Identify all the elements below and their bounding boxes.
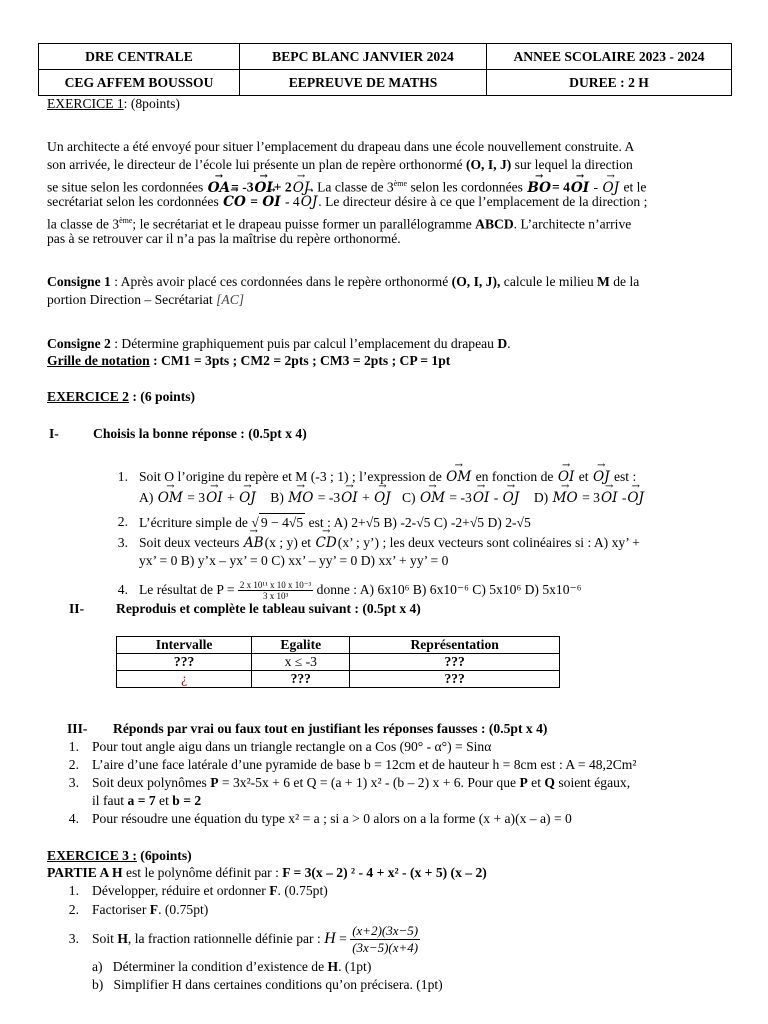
- consigne-1: Consigne 1 : Après avoir placé ces cordonnées dans le repère orthonormé (O, I, J), calcule le milieu M de la: [47, 274, 640, 289]
- grille-notation: Grille de notation : CM1 = 3pts ; CM2 = 2pts ; CM3 = 2pts ; CP = 1pt: [47, 353, 451, 368]
- header-subject: EEPREUVE DE MATHS: [240, 70, 487, 96]
- header-duration: DUREE : 2 H: [487, 70, 732, 96]
- ex1-line-1: Un architecte a été envoyé pour situer l’emplacement du drapeau dans une école nouvellement construite. A: [47, 139, 635, 154]
- table-row: ¿ ??? ???: [117, 671, 560, 688]
- fraction-h: $\frac{(x+2)(3x-5)}{(3x-5)(x+4)}$: [352, 923, 419, 956]
- vf-2: L’aire d’une face latérale d’une pyramide de base b = 12cm et de hauteur h = 8cm est : A = 48,2Cm²: [92, 757, 637, 772]
- ex2-section-1-num: I-: [49, 426, 59, 441]
- col-intervalle: Intervalle: [117, 637, 252, 654]
- ex3-item-1: Développer, réduire et ordonner F. (0.75pt): [92, 883, 328, 898]
- ex1-title: EXERCICE 1: [47, 96, 124, 111]
- ex2-section-3-num: III-: [67, 721, 88, 736]
- vf-3-cont: il faut a = 7 et b = 2: [92, 793, 202, 808]
- ex3-item-3a: a) Déterminer la condition d’existence de H. (1pt): [92, 959, 372, 974]
- col-representation: Représentation: [350, 637, 560, 654]
- ex2-section-1: Choisis la bonne réponse : (0.5pt x 4): [93, 426, 307, 441]
- ex1-line-2: son arrivée, le directeur de l’école lui présente un plan de repère orthonormé (O, I, J) sur lequel la direction: [47, 157, 633, 172]
- qcm-1: Soit O l’origine du repère et M (-3 ; 1) ; l’expression de → OM en fonction de → OI et → OJ est :: [139, 468, 636, 486]
- ex2-section-3: Réponds par vrai ou faux tout en justifiant les réponses fausses : (0.5pt x 4): [113, 721, 548, 736]
- ex1-line-3: se situe selon les cordonnées → OA= -3→ OI+ 2→ OJ. La classe de 3ème selon les cordonnées → BO= 4→ OI - → OJ et le: [47, 175, 646, 197]
- ex3-item-3: Soit H, la fraction rationnelle définie par : H = $\frac{(x+2)(3x-5)}{(3x-5)(x+4)}$: [92, 923, 419, 956]
- exam-page: DRE CENTRALE BEPC BLANC JANVIER 2024 ANNEE SCOLAIRE 2023 - 2024 CEG AFFEM BOUSSOU EEPREUVE DE MATHS DUREE : 2 H EXERCICE 1: (8points) Un architecte a été envoyé pour situer l’emplacement du drapeau dans une école nouvellement construite. A son arrivée, le directeur de l’école lui présente un plan de repère orthonormé (O, I, J) sur lequel la direction se situe selon les cordonnées → OA= -3→ OI+ 2→ OJ. La classe de 3ème selon les cordonnées → BO= 4→ OI - → OJ et le secrétariat selon les cordonnées → CO = → OI - 4→ OJ. Le directeur désire à ce que l’emplacement de la direction ; la classe de 3ème; le secrétariat et le drapeau puisse former un parallélogramme ABCD. L’architecte n’arrive pas à se retrouver car il n’a pas la maîtrise du repère orthonormé. Consigne 1 : Après avoir placé ces cordonnées dans le repère orthonormé (O, I, J), calcule le milieu M de la portion Direction – Secrétariat [AC] Consigne 2 : Détermine graphiquement puis par calcul l’emplacement du drapeau D. Grille de notation : CM1 = 3pts ; CM2 = 2pts ; CM3 = 2pts ; CP = 1pt EXERCICE 2 : (6 points) I- Choisis la bonne réponse : (0.5pt x 4) 1. Soit O l’origine du repère et M (-3 ; 1) ; l’expression de → OM en fonction de → OI et → OJ est : A) → OM = 3→ OI + → OJ B) → MO = -3→ OI + → OJ C) → OM = -3→ OI - → OJ D) → MO = 3→ OI -→ OJ 2. L’écriture simple de √ 9 − 4√5 est : A) 2+√5 B) -2-√5 C) -2+√5 D) 2-√5 3. Soit deux vecteurs → AB(x ; y) et → CD(x’ ; y’) ; les deux vecteurs sont colinéaires si : A) xy’ + yx’ = 0 B) y’x – yx’ = 0 C) xx’ – yy’ = 0 D) xx’ + yy’ = 0 4. Le résultat de P = $\frac{\text{2 x 10¹¹ x 10 x 10⁻³}}{\text{3 x 10³}}$ donne : A) 6x10⁶ B) 6x10⁻⁶ C) 5x10⁶ D) 5x10⁻⁶ II- Reproduis et complète le tableau suivant : (0.5pt x 4) Intervalle Egalite Représentation ??? x ≤ -3 ??? ¿ ??? ??? III- Réponds par vrai ou faux tout en justifiant les réponses fausses : (0.5pt x 4) 1. Pour tout angle aigu dans un triangle rectangle on a Cos (90° - α°) = Sinα 2. L’aire d’une face latérale d’une pyramide de base b = 12cm et de hauteur h = 8cm est : A = 48,2Cm² 3. Soit deux polynômes P = 3x²-5x + 6 et Q = (a + 1) x² - (b – 2) x + 6. Pour que P et Q soient égaux, il faut a = 7 et b = 2 4. Pour résoudre une équation du type x² = a ; si a > 0 alors on a la forme (x + a)(x – a) = 0 EXERCICE 3 : (6points) PARTIE A H est le polynôme définit par : F = 3(x – 2) ² - 4 + x² - (x + 5) (x – 2) 1. Développer, réduire et ordonner F. (0.75pt) 2. Factoriser F. (0.75pt) 3. Soit H, la fraction rationnelle définie par : H = $\frac{(x+2)(3x-5)}{(3x-5)(x+4)}$ a) Déterminer la condition d’existence de H. (1pt) b) Simplifier H dans certaines conditions qu’on précisera. (1pt): [0, 0, 768, 1024]
- ex3-heading: EXERCICE 3 : (6points): [47, 848, 192, 863]
- ex1-line-5: la classe de 3ème; le secrétariat et le drapeau puisse former un parallélogramme ABCD. L’architecte n’arrive: [47, 216, 632, 232]
- qcm-2: L’écriture simple de √ 9 − 4√5 est : A) 2+√5 B) -2-√5 C) -2+√5 D) 2-√5: [139, 515, 531, 530]
- header-exam: BEPC BLANC JANVIER 2024: [240, 44, 487, 70]
- vf-4: Pour résoudre une équation du type x² = a ; si a > 0 alors on a la forme (x + a)(x – a) = 0: [92, 811, 572, 826]
- ex1-line-4: secrétariat selon les cordonnées → CO = → OI - 4→ OJ. Le directeur désire à ce que l’emplacement de la direction ;: [47, 193, 647, 211]
- ex2-section-2-num: II-: [69, 601, 85, 616]
- ex2-section-2: Reproduis et complète le tableau suivant : (0.5pt x 4): [116, 601, 421, 616]
- col-egalite: Egalite: [252, 637, 350, 654]
- header-table: [38, 43, 732, 96]
- ex3-item-3b: b) Simplifier H dans certaines conditions qu’on précisera. (1pt): [92, 977, 443, 992]
- header-dre: DRE CENTRALE: [39, 44, 240, 70]
- table-row: ??? x ≤ -3 ???: [117, 654, 560, 671]
- vf-3: Soit deux polynômes P = 3x²-5x + 6 et Q = (a + 1) x² - (b – 2) x + 6. Pour que P et Q soient égaux,: [92, 775, 631, 790]
- qcm-3-cont: yx’ = 0 B) y’x – yx’ = 0 C) xx’ – yy’ = 0 D) xx’ + yy’ = 0: [139, 553, 449, 568]
- qcm-1-answers: A) → OM = 3→ OI + → OJ B) → MO = -3→ OI + → OJ C) → OM = -3→ OI - → OJ D) → MO = 3→ OI -→ OJ: [139, 489, 645, 507]
- ex3-item-2: Factoriser F. (0.75pt): [92, 902, 209, 917]
- consigne-2: Consigne 2 : Détermine graphiquement puis par calcul l’emplacement du drapeau D.: [47, 336, 511, 351]
- qcm-3: Soit deux vecteurs → AB(x ; y) et → CD(x’ ; y’) ; les deux vecteurs sont colinéaires si : A) xy’ +: [139, 534, 640, 552]
- interval-table: [116, 636, 560, 688]
- vf-1: Pour tout angle aigu dans un triangle rectangle on a Cos (90° - α°) = Sinα: [92, 739, 492, 754]
- header-school: CEG AFFEM BOUSSOU: [39, 70, 240, 96]
- ex1-line-6: pas à se retrouver car il n’a pas la maîtrise du repère orthonormé.: [47, 231, 401, 246]
- fraction-p: $\frac{\text{2 x 10¹¹ x 10 x 10⁻³}}{\text{3 x 10³}}$: [239, 580, 312, 602]
- ex2-heading: EXERCICE 2 : (6 points): [47, 389, 196, 404]
- consigne-1-cont: portion Direction – Secrétariat [AC]: [47, 292, 245, 307]
- qcm-4: Le résultat de P = $\frac{\text{2 x 10¹¹ x 10 x 10⁻³}}{\text{3 x 10³}}$ donne : A) 6x10⁶ B) 6x10⁻⁶ C) 5x10⁶ D) 5x10⁻⁶: [139, 580, 582, 602]
- ex1-points: : (8points): [123, 96, 180, 111]
- ex1-heading: [47, 95, 180, 113]
- ex3-partie-a: PARTIE A H est le polynôme définit par : F = 3(x – 2) ² - 4 + x² - (x + 5) (x – 2): [47, 865, 487, 880]
- header-year: ANNEE SCOLAIRE 2023 - 2024: [487, 44, 732, 70]
